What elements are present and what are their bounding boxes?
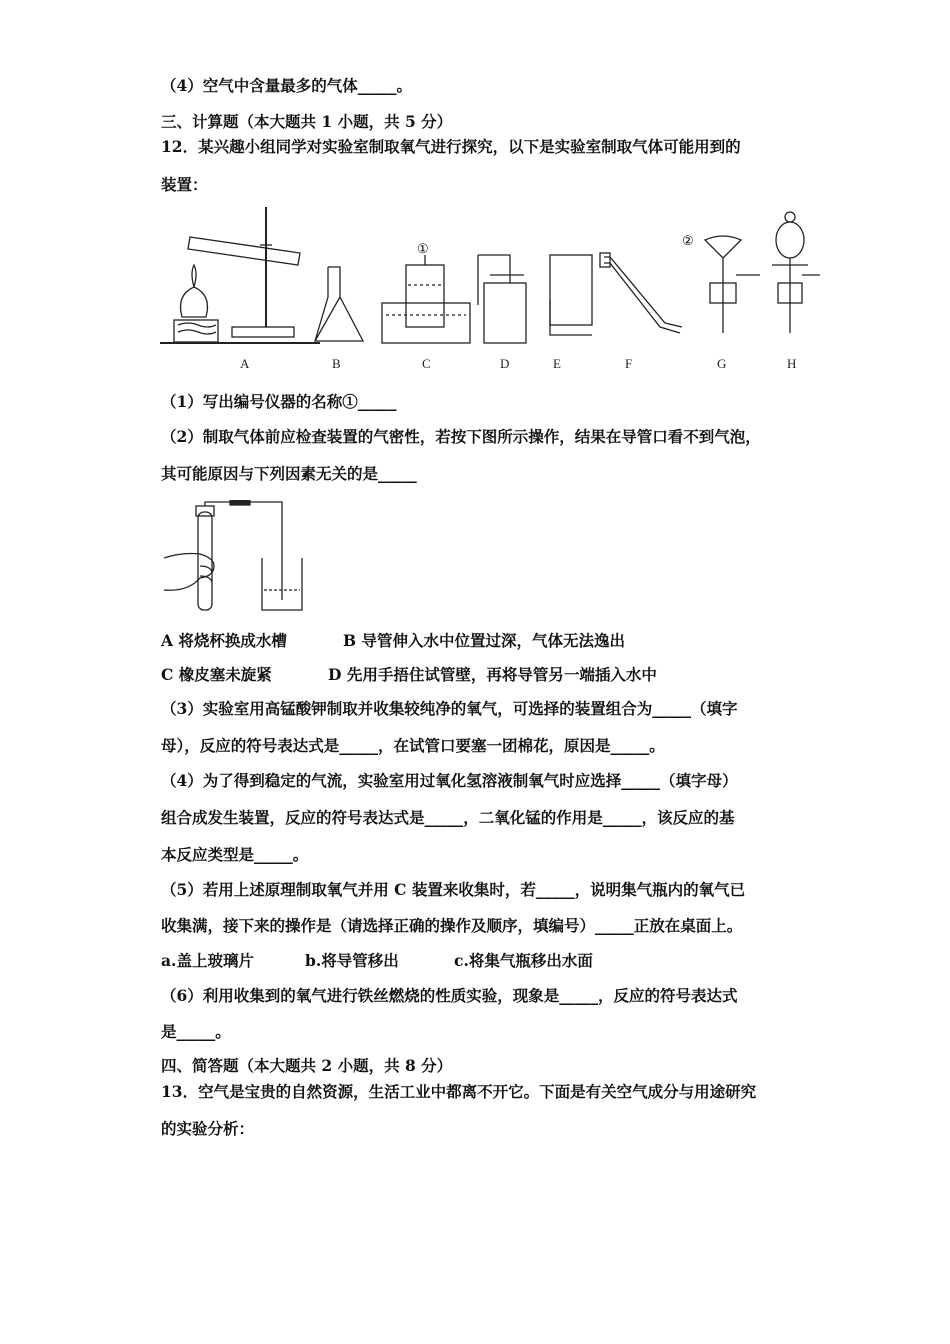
question-12-part3: （3）实验室用高锰酸钾制取并收集较纯净的氧气，可选择的装置组合为_____（填字 bbox=[161, 699, 738, 718]
figure-label-D: D bbox=[500, 356, 510, 371]
figure-label-G: G bbox=[717, 356, 727, 371]
option-B: B 导管伸入水中位置过深，气体无法逸出 bbox=[343, 631, 625, 650]
figure-label-H: H bbox=[787, 356, 797, 371]
question-11-part4: （4）空气中含量最多的气体_____。 bbox=[161, 76, 413, 95]
option-D: D 先用手捂住试管壁，再将导管另一端插入水中 bbox=[328, 665, 657, 684]
question-13-stem-cont: 的实验分析： bbox=[161, 1119, 255, 1138]
option-a: a.盖上玻璃片 bbox=[161, 951, 254, 970]
apparatus-figure bbox=[160, 205, 820, 375]
question-13-stem: 13．空气是宝贵的自然资源，生活工业中都离不开它。下面是有关空气成分与用途研究 bbox=[161, 1082, 757, 1101]
figure-label-C: C bbox=[422, 356, 431, 371]
section-heading-short-answer: 四、简答题（本大题共 2 小题，共 8 分） bbox=[161, 1056, 453, 1075]
question-12-part4-cont: 组合成发生装置，反应的符号表达式是_____，二氧化锰的作用是_____，该反应的基 bbox=[161, 808, 735, 827]
airtightness-figure bbox=[160, 500, 310, 615]
figure-marker-1: ① bbox=[417, 241, 429, 256]
question-12-part4-cont2: 本反应类型是_____。 bbox=[161, 845, 309, 864]
figure-label-F: F bbox=[625, 356, 633, 371]
figure-label-B: B bbox=[332, 356, 341, 371]
question-12-part6: （6）利用收集到的氧气进行铁丝燃烧的性质实验，现象是_____，反应的符号表达式 bbox=[161, 986, 738, 1005]
option-b: b.将导管移出 bbox=[305, 951, 399, 970]
question-12-part6-cont: 是_____。 bbox=[161, 1022, 231, 1041]
option-c: c.将集气瓶移出水面 bbox=[454, 951, 593, 970]
option-C: C 橡皮塞未旋紧 bbox=[161, 665, 272, 684]
question-12-part3-cont: 母），反应的符号表达式是_____，在试管口要塞一团棉花，原因是_____。 bbox=[161, 736, 665, 755]
question-12-part5: （5）若用上述原理制取氧气并用 C 装置来收集时，若_____，说明集气瓶内的氧气已 bbox=[161, 880, 746, 899]
question-12-part5-cont: 收集满，接下来的操作是（请选择正确的操作及顺序，填编号）_____正放在桌面上。 bbox=[161, 916, 743, 935]
question-12-stem-cont: 装置： bbox=[161, 175, 208, 194]
question-12-part1: （1）写出编号仪器的名称①_____ bbox=[161, 392, 397, 411]
figure-marker-2: ② bbox=[682, 233, 694, 248]
question-12-part2: （2）制取气体前应检查装置的气密性，若按下图所示操作，结果在导管口看不到气泡， bbox=[161, 427, 761, 446]
question-12-part4: （4）为了得到稳定的气流，实验室用过氧化氢溶液制氧气时应选择_____（填字母） bbox=[161, 771, 738, 790]
figure-label-E: E bbox=[553, 356, 561, 371]
section-heading-calculation: 三、计算题（本大题共 1 小题，共 5 分） bbox=[161, 112, 453, 131]
question-12-stem: 12．某兴趣小组同学对实验室制取氧气进行探究，以下是实验室制取气体可能用到的 bbox=[161, 137, 741, 156]
option-A: A 将烧杯换成水槽 bbox=[161, 631, 287, 650]
figure-label-A: A bbox=[240, 356, 250, 371]
question-12-part2-cont: 其可能原因与下列因素无关的是_____ bbox=[161, 464, 417, 483]
